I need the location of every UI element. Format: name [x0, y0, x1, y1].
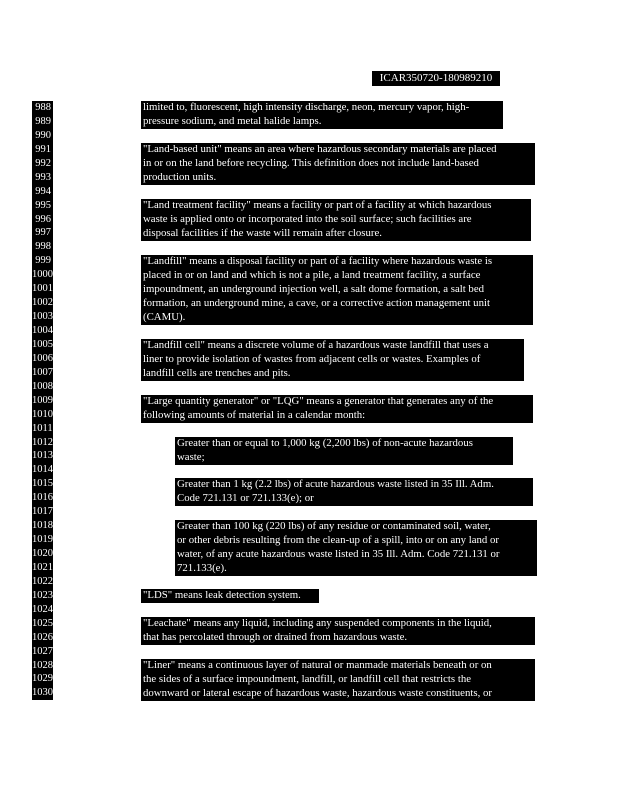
line-number: 996 [35, 213, 51, 225]
document-id-header: ICAR350720-180989210 [372, 71, 500, 86]
line-number: 1019 [32, 534, 53, 546]
text-line: Greater than or equal to 1,000 kg (2,200 lbs) of non-acute hazardous [177, 437, 473, 449]
line-number: 1006 [32, 352, 53, 364]
line-number: 1011 [32, 422, 53, 434]
text-line: 721.133(e). [177, 561, 227, 574]
text-line: pressure sodium, and metal halide lamps. [143, 114, 322, 127]
text-line: or other debris resulting from the clean-up of a spill, into or on any land or [177, 533, 500, 546]
line-number: 1012 [32, 436, 53, 448]
line-number: 1013 [32, 450, 53, 462]
text-line: "Land-based unit" means an area where hazardous secondary materials are placed [143, 143, 497, 155]
text-line: landfill cells are trenches and pits. [143, 366, 291, 379]
line-number: 1018 [32, 520, 53, 532]
paragraph-large-quantity-generator [141, 395, 533, 423]
line-number: 1021 [32, 561, 53, 573]
text-line: disposal facilities if the waste will remain after closure. [143, 226, 382, 239]
text-line: "LDS" means leak detection system. [143, 589, 301, 601]
paragraph-lds [141, 589, 319, 603]
line-number: 1020 [32, 548, 53, 559]
line-number: 1025 [32, 617, 53, 629]
line-number: 1007 [32, 366, 53, 378]
paragraph-liner [141, 659, 535, 701]
text-line: water, of any acute hazardous waste listed in 35 Ill. Adm. Code 721.131 or [177, 547, 500, 560]
line-number: 1023 [32, 589, 53, 601]
line-number: 1014 [32, 464, 53, 476]
text-line: "Land treatment facility" means a facility or part of a facility at which hazardous [143, 199, 492, 211]
line-number: 1028 [32, 659, 53, 671]
text-line: "Liner" means a continuous layer of natural or manmade materials beneath or on [143, 659, 492, 671]
line-number: 1026 [32, 631, 53, 643]
line-number: 997 [35, 227, 51, 239]
line-number: 989 [35, 115, 51, 127]
line-number: 1000 [32, 269, 53, 281]
text-line: "Leachate" means any liquid, including any suspended components in the liquid, [143, 617, 492, 629]
text-line: (CAMU). [143, 310, 186, 323]
text-line: impoundment, an underground injection well, a salt dome formation, a salt bed [143, 282, 485, 295]
text-line: in or on the land before recycling. This definition does not include land-based [143, 156, 479, 169]
line-number: 992 [35, 157, 51, 169]
paragraph-landfill [141, 255, 533, 325]
line-number: 988 [35, 102, 51, 113]
text-line: "Landfill cell" means a discrete volume of a hazardous waste landfill that uses a [143, 339, 489, 351]
line-number: 1004 [32, 325, 53, 336]
line-number: 1027 [32, 645, 53, 657]
text-line: waste is applied onto or incorporated into the soil surface; such facilities are [143, 212, 472, 225]
line-number: 1003 [32, 311, 53, 323]
line-number: 990 [35, 129, 51, 141]
text-line: Greater than 100 kg (220 lbs) of any residue or contaminated soil, water, [177, 520, 491, 532]
text-line: waste; [177, 450, 205, 463]
line-number: 1015 [32, 478, 53, 490]
line-number: 1030 [32, 687, 53, 699]
text-line: downward or lateral escape of hazardous waste, hazardous waste constituents, or [143, 686, 492, 699]
line-number: 1016 [32, 492, 53, 504]
line-number: 991 [35, 143, 51, 155]
line-number: 1009 [32, 394, 53, 406]
line-number: 1001 [32, 283, 53, 295]
line-number: 1029 [32, 673, 53, 685]
line-number: 1017 [32, 506, 53, 518]
text-line: following amounts of material in a calendar month: [143, 408, 366, 421]
line-number: 1008 [32, 380, 53, 392]
paragraph-lqg-item-2 [175, 478, 533, 506]
line-number: 999 [35, 255, 51, 267]
text-line: placed in or on land and which is not a pile, a land treatment facility, a surface [143, 268, 481, 281]
line-number: 1010 [32, 408, 53, 420]
text-line: the sides of a surface impoundment, landfill, or landfill cell that restricts the [143, 672, 472, 685]
text-line: liner to provide isolation of wastes from adjacent cells or wastes. Examples of [143, 352, 481, 365]
text-line: Code 721.131 or 721.133(e); or [177, 491, 314, 504]
line-number: 1002 [32, 297, 53, 309]
text-line: that has percolated through or drained from hazardous waste. [143, 630, 408, 643]
line-number: 993 [35, 171, 51, 183]
line-number: 995 [35, 199, 51, 211]
line-number: 1024 [32, 603, 53, 615]
text-line: "Large quantity generator" or "LQG" means a generator that generates any of the [143, 395, 494, 407]
paragraph-leachate [141, 617, 535, 645]
paragraph-land-treatment-facility [141, 199, 531, 241]
text-line: Greater than 1 kg (2.2 lbs) of acute hazardous waste listed in 35 Ill. Adm. [177, 478, 494, 490]
text-line: production units. [143, 170, 217, 183]
text-line: limited to, fluorescent, high intensity discharge, neon, mercury vapor, high- [143, 101, 470, 113]
paragraph-land-based-unit [141, 143, 535, 185]
paragraph-landfill-cell [141, 339, 524, 381]
line-number: 1022 [32, 575, 53, 587]
line-number-gutter [32, 101, 53, 700]
line-number: 994 [35, 185, 51, 197]
paragraph-lamps-continued [141, 101, 503, 129]
line-number: 998 [35, 241, 51, 253]
paragraph-lqg-item-3 [175, 520, 537, 576]
paragraph-lqg-item-1 [175, 437, 513, 465]
line-number: 1005 [32, 338, 53, 350]
text-line: formation, an underground mine, a cave, or a corrective action management unit [143, 296, 490, 309]
text-line: "Landfill" means a disposal facility or part of a facility where hazardous waste is [143, 255, 493, 267]
